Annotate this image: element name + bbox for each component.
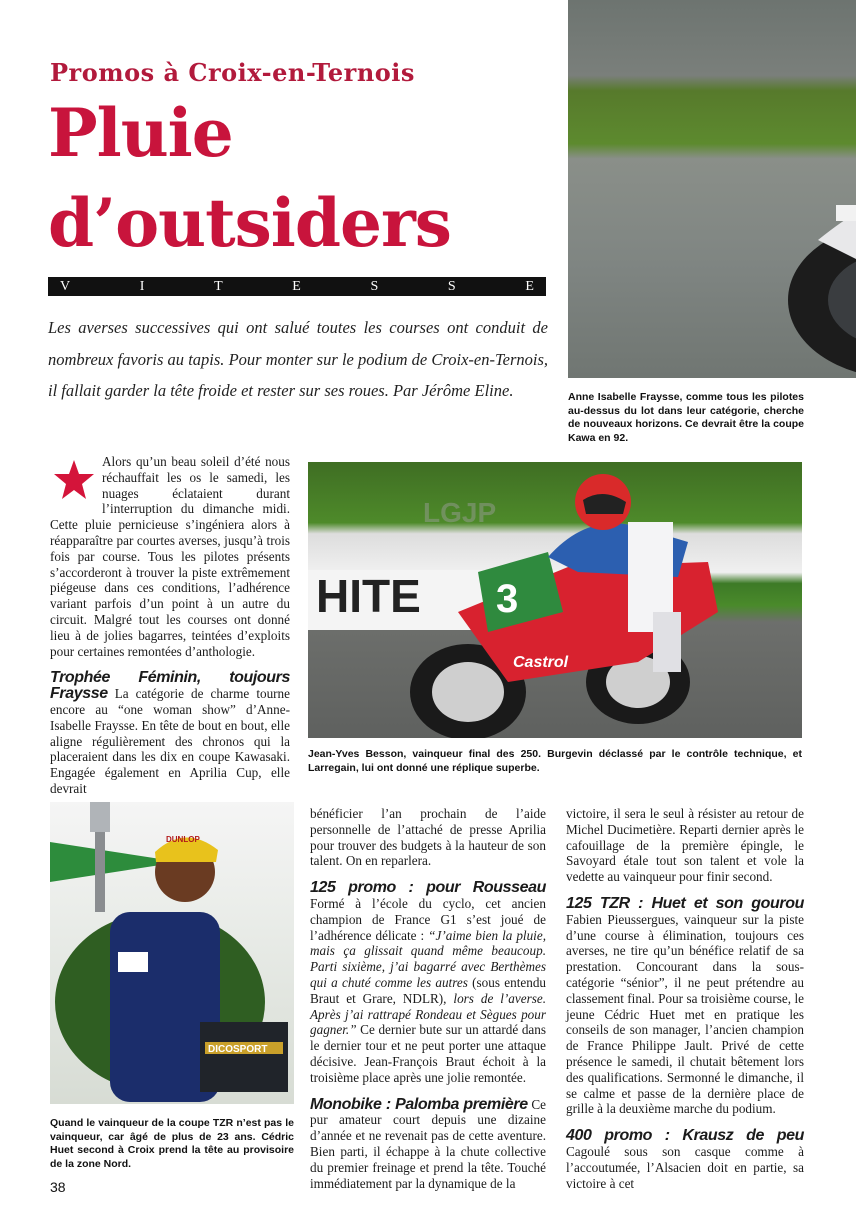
cap-brand: DUNLOP	[166, 835, 200, 844]
quote: “J’aime bien la pluie, mais ça glissait quand même beaucoup. Parti sixième, j’ai bagarré avec Berthèmes qui a chuté comme les autres	[310, 927, 546, 990]
standfirst: Les averses successives qui ont salué toutes les courses ont conduit de nombreux favoris au tapis. Pour monter sur le podium de Croix-en-Ternois, il fallait garder la tête froide et rester sur ses roues. Par Jérôme Eline.	[48, 318, 548, 400]
rubric-letter: S	[447, 278, 456, 294]
podium-illustration	[50, 802, 294, 1104]
banner-text: HITE	[316, 570, 421, 622]
quote: lors de l’averse. Après j’ai rattrapé Rondeau et Sègues pour gagner.”	[310, 990, 546, 1038]
watermark: LGJP	[423, 497, 497, 528]
photo-top-right	[568, 0, 856, 378]
rubric-letter: T	[214, 278, 223, 294]
rubric-letter: E	[292, 278, 301, 294]
kicker-title: Promos à Croix-en-Ternois	[50, 58, 415, 87]
intro-paragraph: Alors qu’un beau soleil d’été nous réchauffait les os le samedi, les nuages éclataient durant l’interruption du dimanche midi. Cette pluie pernicieuse s’ingéniera alors à réapparaître par courtes averses, jusqu’à trois fois par course. Tous les pilotes présents s’accorderont à trouver la piste extrêmement piégeuse dans ces conditions, l’adhérence variant parfois d’un point à un autre du circuit. Malgré tout les courses ont donné lieu à de jolies bagarres, teintées d’exploits pour certaines remontées d’anthologie.	[50, 454, 290, 659]
section-text: Fabien Pieussergues, vainqueur sur la piste d’une course à élimination, toujours ces averses, ne tire qu’un bénéfice relatif de sa prestation. Concourant dans la sous-catégorie “sénior”, il ne peut prétendre au classement final. Pour sa troisième course, le jeune Cédric Huet met en pratique les conseils de son manager, l’ancien champion de France Philippe Jault. Privé de cette présence le samedi, il chutait bêtement lors des qualifications. Sermonné le dimanche, il se calme et passe de la dernière place de grille à la deuxième marche du podium.	[566, 911, 804, 1117]
caption-top-right: Anne Isabelle Fraysse, comme tous les pilotes au-dessus du lot dans leur catégorie, cherche de nouveaux horizons. Ce devrait être la coupe Kawa en 92.	[568, 391, 804, 444]
section-text: Cagoulé sous son casque comme à l’accoutumée, l’Alsacien doit en partie, sa victoire à cet	[566, 1143, 804, 1191]
rubric-letter: I	[139, 278, 145, 294]
photo-bottom-left	[50, 802, 294, 1104]
section-4-paragraph	[566, 896, 804, 1117]
photo-center	[308, 462, 802, 738]
section-heading: Monobike : Palomba première	[310, 1095, 528, 1113]
section-5-paragraph	[566, 1128, 804, 1191]
article-column-3	[566, 806, 804, 1191]
continued-paragraph: bénéficier l’an prochain de l’aide personnelle de l’attaché de presse Aprilia pour trouver des budgets à la hauteur de son talent. On en reparlera.	[310, 806, 546, 869]
section-2-paragraph	[310, 880, 546, 1085]
section-heading: 125 TZR : Huet et son gourou	[566, 894, 804, 912]
section-text: Ce pur amateur court depuis une dizaine d’année et ne revenait pas de cette aventure. Bien parti, il échappe à la chute collective du premier freinage et prend la tête. Touché immédiatement par la dynamique de la	[310, 1096, 547, 1191]
rider-wheel-illustration	[568, 0, 856, 378]
section-heading: Trophée Féminin, toujours Fraysse	[50, 669, 290, 703]
rubric-letter: E	[525, 278, 534, 294]
section-text: Formé à l’école du cyclo, cet ancien champion de France G1 s’est joué de l’adhérence délicate :	[310, 895, 546, 943]
race-bike-illustration	[308, 462, 802, 738]
headline-line-2: d’outsiders	[48, 184, 451, 262]
continued-paragraph: victoire, il sera le seul à résister au retour de Michel Ducimetière. Reparti dernier après le cafouillage de la première épingle, le Savoyard étale tout son talent et vole la vedette au vainqueur pour finir second.	[566, 806, 804, 885]
aside-text: (sous entendu Braut et Grare, NDLR),	[310, 974, 547, 1006]
sponsor-text: Castrol	[513, 654, 569, 671]
article-column-1	[50, 454, 290, 797]
rubric-letter: S	[370, 278, 379, 294]
page-number: 38	[50, 1179, 66, 1195]
section-text: La catégorie de charme tourne encore au “one woman show” d’Anne-Isabelle Fraysse. En tête de bout en bout, elle aligne régulièrement des chronos qui la placeraient dans les dix en coupe Kawasaki. Engagée également en Aprilia Cup, elle devrait	[50, 686, 291, 796]
section-heading: 400 promo : Krausz de peu	[566, 1127, 804, 1145]
section-heading: 125 promo : pour Rousseau	[310, 879, 546, 897]
rubric-band	[48, 277, 546, 296]
book-title: DICOSPORT	[208, 1044, 268, 1055]
article-column-2	[310, 806, 546, 1191]
section-3-paragraph	[310, 1097, 546, 1192]
star-icon	[52, 458, 96, 502]
bike-number: 3	[496, 577, 519, 621]
rubric-letter: V	[60, 278, 71, 294]
section-1-paragraph	[50, 670, 290, 796]
caption-bottom-left: Quand le vainqueur de la coupe TZR n’est pas le vainqueur, car âgé de plus de 23 ans. Cédric Huet second à Croix prend la tête au provisoire de la zone Nord.	[50, 1117, 294, 1170]
section-text: Ce dernier bute sur un attardé dans le dernier tour et ne peut porter une attaque décisive. Jean-François Braut échoit à la troisième place après une jolie remontée.	[310, 1022, 547, 1085]
headline-line-1: Pluie	[48, 94, 233, 172]
caption-center: Jean-Yves Besson, vainqueur final des 250. Burgevin déclassé par le contrôle technique, et Larregain, lui ont donné une réplique superbe.	[308, 748, 802, 774]
